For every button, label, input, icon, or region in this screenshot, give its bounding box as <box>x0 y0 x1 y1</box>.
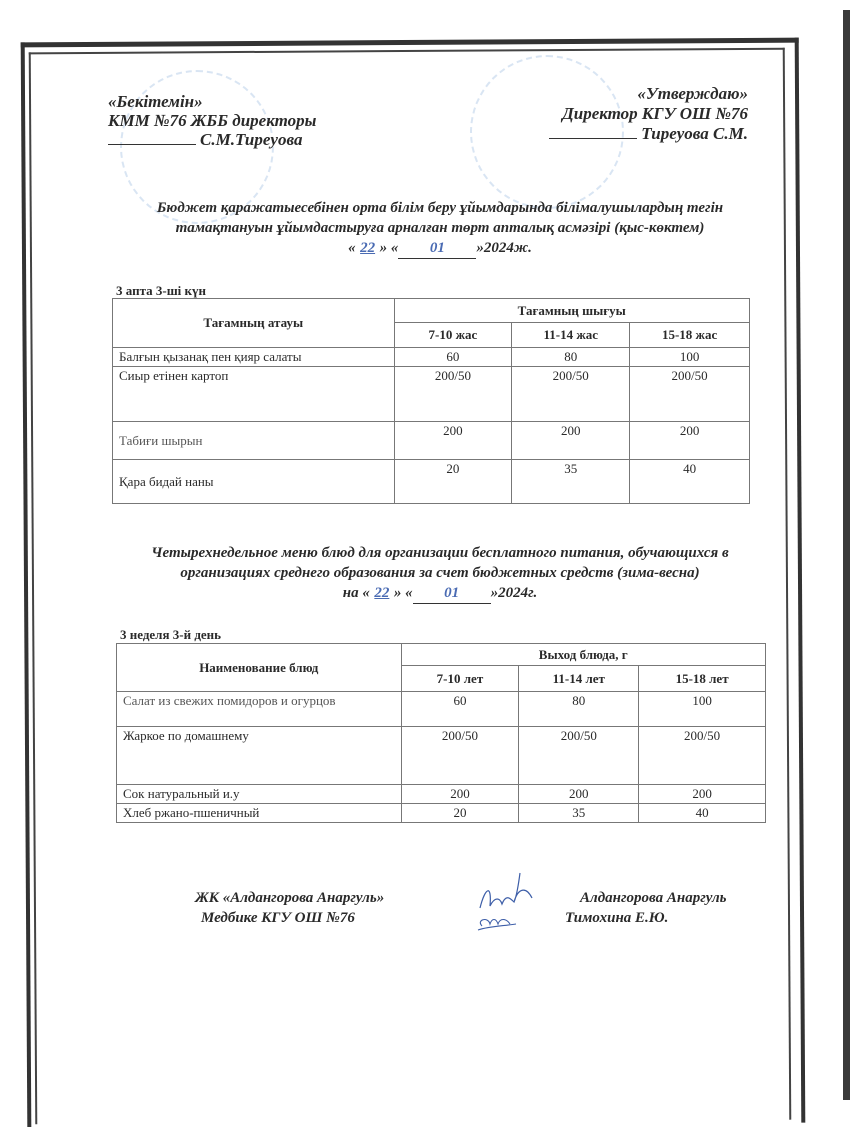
table-row <box>113 367 750 422</box>
kz-header-age-1: 7-10 жас <box>394 323 512 348</box>
dish-name: Жаркое по домашнему <box>117 727 402 785</box>
portion-value: 100 <box>630 348 750 367</box>
footer-position: Медбике КГУ ОШ №76 <box>201 910 355 926</box>
ru-header-age-2: 11-14 лет <box>519 666 639 692</box>
kz-header-group: Тағамның шығуы <box>394 299 750 323</box>
kz-title-date <box>100 238 780 259</box>
footer-name-2: Тимохина Е.Ю. <box>565 910 669 926</box>
table-row <box>113 422 750 460</box>
ru-menu-table <box>116 643 766 823</box>
scan-edge <box>843 10 850 1100</box>
ru-header-group: Выход блюда, г <box>401 644 765 666</box>
portion-value: 60 <box>394 348 512 367</box>
ru-section-label: 3 неделя 3-й день <box>120 627 222 642</box>
date-text: на « <box>342 585 370 601</box>
portion-value: 80 <box>519 692 639 727</box>
kz-title-line1: Бюджет қаражатыесебінен орта білім беру ұйымдарында білімалушылардың тегін <box>156 200 724 216</box>
approval-left-name: С.М.Тиреуова <box>200 130 303 149</box>
portion-value: 200/50 <box>401 727 519 785</box>
portion-value: 200/50 <box>519 727 639 785</box>
ru-title-line1: Четырехнедельное меню блюд для организации бесплатного питания, обучающихся в <box>151 545 729 561</box>
portion-value: 200 <box>394 422 512 460</box>
date-year: »2024ж. <box>476 240 532 256</box>
portion-value: 60 <box>401 692 519 727</box>
ru-header-age-1: 7-10 лет <box>401 666 519 692</box>
footer-right-block <box>565 888 727 928</box>
dish-name: Табиғи шырын <box>113 422 395 460</box>
ru-title-date <box>100 583 780 604</box>
approval-right-signer <box>549 124 748 144</box>
portion-value: 200/50 <box>394 367 512 422</box>
ru-title-line2: организациях среднего образования за счет бюджетных средств (зима-весна) <box>180 565 700 581</box>
date-month: 01 <box>398 238 476 259</box>
dish-name: Хлеб ржано-пшеничный <box>117 804 402 823</box>
table-row <box>117 692 766 727</box>
portion-value: 100 <box>639 692 766 727</box>
date-text: « <box>348 240 356 256</box>
ru-document-title <box>100 543 780 604</box>
footer-name-1: Алдангорова Анаргуль <box>580 890 727 906</box>
portion-value: 200/50 <box>512 367 630 422</box>
kz-menu-table <box>112 298 750 504</box>
approval-left-position: КММ №76 ЖББ директоры <box>108 111 317 130</box>
kz-section-label: 3 апта 3-ші күн <box>116 283 207 298</box>
kz-document-title <box>100 198 780 259</box>
footer-left-block <box>195 888 384 928</box>
portion-value: 200 <box>630 422 750 460</box>
kz-header-age-3: 15-18 жас <box>630 323 750 348</box>
dish-name: Сок натуральный и.у <box>117 785 402 804</box>
portion-value: 200 <box>639 785 766 804</box>
portion-value: 200 <box>512 422 630 460</box>
portion-value: 35 <box>519 804 639 823</box>
portion-value: 40 <box>639 804 766 823</box>
footer-organization: ЖК «Алдангорова Анаргуль» <box>195 890 385 906</box>
portion-value: 40 <box>630 460 750 504</box>
approval-block-right <box>549 84 748 144</box>
portion-value: 200/50 <box>639 727 766 785</box>
dish-name: Балғын қызанақ пен қияр салаты <box>113 348 395 367</box>
date-text: » « <box>393 585 413 601</box>
date-year: »2024г. <box>490 585 538 601</box>
kz-title-line2: тамақтануын ұйымдастыруға арналған төрт апталық асмәзірі (қыс-көктем) <box>175 220 705 236</box>
table-row <box>113 348 750 367</box>
portion-value: 200/50 <box>630 367 750 422</box>
kz-header-age-2: 11-14 жас <box>512 323 630 348</box>
portion-value: 80 <box>512 348 630 367</box>
approval-block-left <box>108 92 316 149</box>
portion-value: 20 <box>394 460 512 504</box>
portion-value: 200 <box>519 785 639 804</box>
approval-left-signer <box>108 130 316 149</box>
approval-right-name: Тиреуова С.М. <box>641 124 748 143</box>
portion-value: 35 <box>512 460 630 504</box>
date-text: » « <box>379 240 399 256</box>
approval-left-heading: «Бекітемін» <box>108 92 203 111</box>
handwritten-signature-icon <box>470 868 540 938</box>
table-row <box>117 804 766 823</box>
dish-name: Сиыр етінен картоп <box>113 367 395 422</box>
date-day: 22 <box>360 240 376 256</box>
ru-header-name: Наименование блюд <box>117 644 402 692</box>
dish-name: Салат из свежих помидоров и огурцов <box>117 692 402 727</box>
table-row <box>117 727 766 785</box>
portion-value: 200 <box>401 785 519 804</box>
signature-line <box>108 144 196 145</box>
portion-value: 20 <box>401 804 519 823</box>
dish-name: Қара бидай наны <box>113 460 395 504</box>
approval-right-heading: «Утверждаю» <box>637 84 748 103</box>
kz-header-name: Тағамның атауы <box>113 299 395 348</box>
approval-right-position: Директор КГУ ОШ №76 <box>562 104 748 123</box>
signature-line <box>549 138 637 139</box>
ru-header-age-3: 15-18 лет <box>639 666 766 692</box>
date-month: 01 <box>413 583 491 604</box>
date-day: 22 <box>374 585 390 601</box>
table-row <box>113 460 750 504</box>
table-row <box>117 785 766 804</box>
